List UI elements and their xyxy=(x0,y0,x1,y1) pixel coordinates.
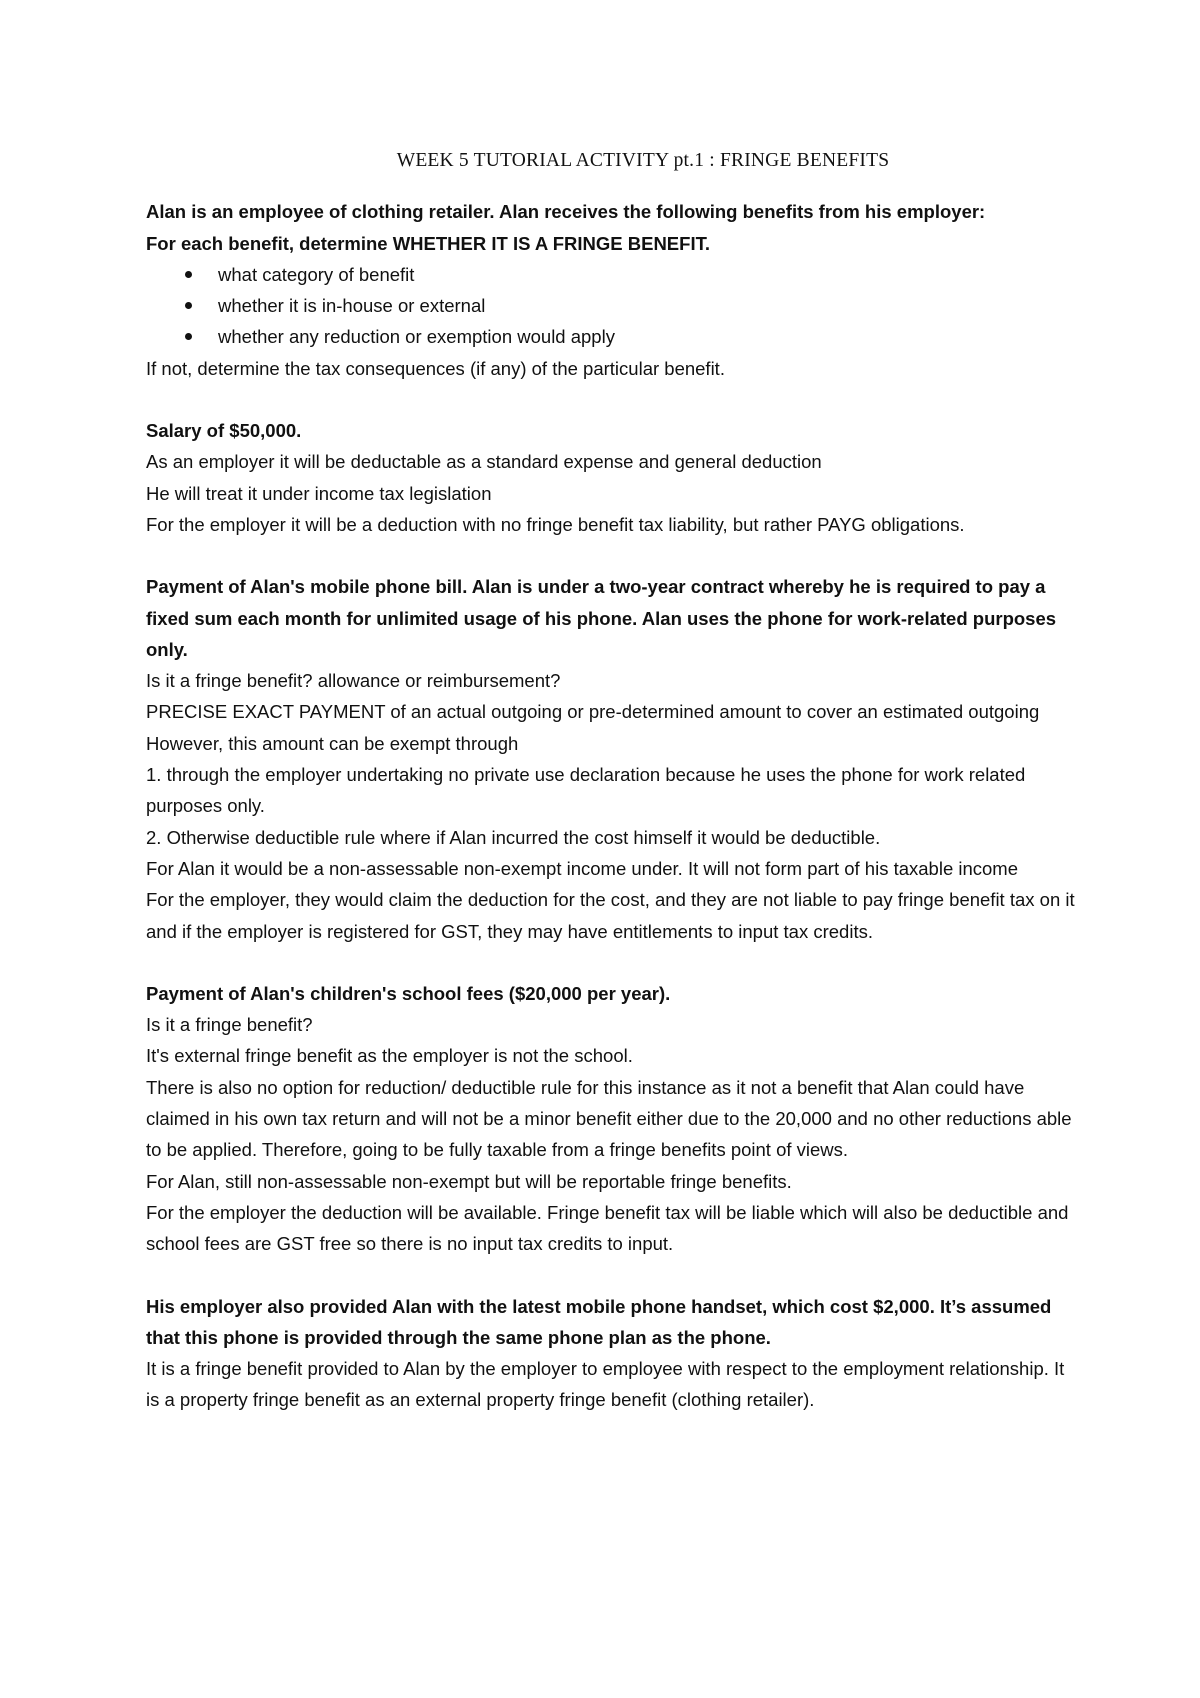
phone-bill-line: PRECISE EXACT PAYMENT of an actual outgoing or pre-determined amount to cover an estimated outgoing xyxy=(146,701,1040,723)
phone-bill-line: However, this amount can be exempt through xyxy=(146,732,519,754)
intro-section xyxy=(146,196,1080,384)
school-fees-section xyxy=(146,978,1080,1260)
intro-line-2: For each benefit, determine WHETHER IT IS A FRINGE BENEFIT. xyxy=(146,232,710,254)
handset-section xyxy=(146,1291,1080,1416)
criteria-item: whether it is in-house or external xyxy=(218,290,1080,321)
school-fees-line: Is it a fringe benefit? xyxy=(146,1014,313,1036)
handset-line: It is a fringe benefit provided to Alan by the employer to employee with respect to the employment relationship. It is a property fringe benefit as an external property fringe benefit (clothing retailer). xyxy=(146,1358,1065,1411)
intro-line-1: Alan is an employee of clothing retailer. Alan receives the following benefits from his employer: xyxy=(146,201,986,223)
salary-line: For the employer it will be a deduction with no fringe benefit tax liability, but rather PAYG obligations. xyxy=(146,513,965,535)
salary-section xyxy=(146,415,1080,540)
phone-bill-line: For Alan it would be a non-assessable non-exempt income under. It will not form part of his taxable income xyxy=(146,857,1019,879)
school-fees-line: For Alan, still non-assessable non-exempt but will be reportable fringe benefits. xyxy=(146,1170,792,1192)
phone-bill-line: For the employer, they would claim the deduction for the cost, and they are not liable to pay fringe benefit tax on it and if the employer is registered for GST, they may have entitlements to input tax credits. xyxy=(146,889,1075,942)
salary-heading: Salary of $50,000. xyxy=(146,420,302,442)
phone-bill-line: Is it a fringe benefit? allowance or reimbursement? xyxy=(146,670,561,692)
school-fees-line: There is also no option for reduction/ deductible rule for this instance as it not a benefit that Alan could have claimed in his own tax return and will not be a minor benefit either due to the 20,000 and no other reductions able to be applied. Therefore, going to be fully taxable from a fringe benefits point of views. xyxy=(146,1076,1072,1161)
phone-bill-section xyxy=(146,571,1080,947)
criteria-item: whether any reduction or exemption would apply xyxy=(218,321,1080,352)
document-title: WEEK 5 TUTORIAL ACTIVITY pt.1 : FRINGE BENEFITS xyxy=(396,150,890,171)
salary-line: He will treat it under income tax legislation xyxy=(146,482,492,504)
school-fees-line: For the employer the deduction will be available. Fringe benefit tax will be liable which will also be deductible and school fees are GST free so there is no input tax credits to input. xyxy=(146,1201,1069,1255)
school-fees-heading: Payment of Alan's children's school fees ($20,000 per year). xyxy=(146,982,671,1004)
salary-line: As an employer it will be deductable as a standard expense and general deduction xyxy=(146,451,822,473)
phone-bill-line: 1. through the employer undertaking no private use declaration because he uses the phone for work related purposes only. xyxy=(146,764,1026,817)
school-fees-line: It's external fringe benefit as the employer is not the school. xyxy=(146,1045,633,1067)
handset-heading: His employer also provided Alan with the latest mobile phone handset, which cost $2,000. It’s assumed that this phone is provided through the same phone plan as the phone. xyxy=(146,1295,1052,1348)
phone-bill-line: 2. Otherwise deductible rule where if Alan incurred the cost himself it would be deductible. xyxy=(146,826,881,848)
criteria-list xyxy=(146,259,1080,353)
phone-bill-heading: Payment of Alan's mobile phone bill. Alan is under a two-year contract whereby he is required to pay a fixed sum each month for unlimited usage of his phone. Alan uses the phone for work-related purposes only. xyxy=(146,576,1057,660)
intro-line-3: If not, determine the tax consequences (if any) of the particular benefit. xyxy=(146,357,725,379)
criteria-item: what category of benefit xyxy=(218,259,1080,290)
